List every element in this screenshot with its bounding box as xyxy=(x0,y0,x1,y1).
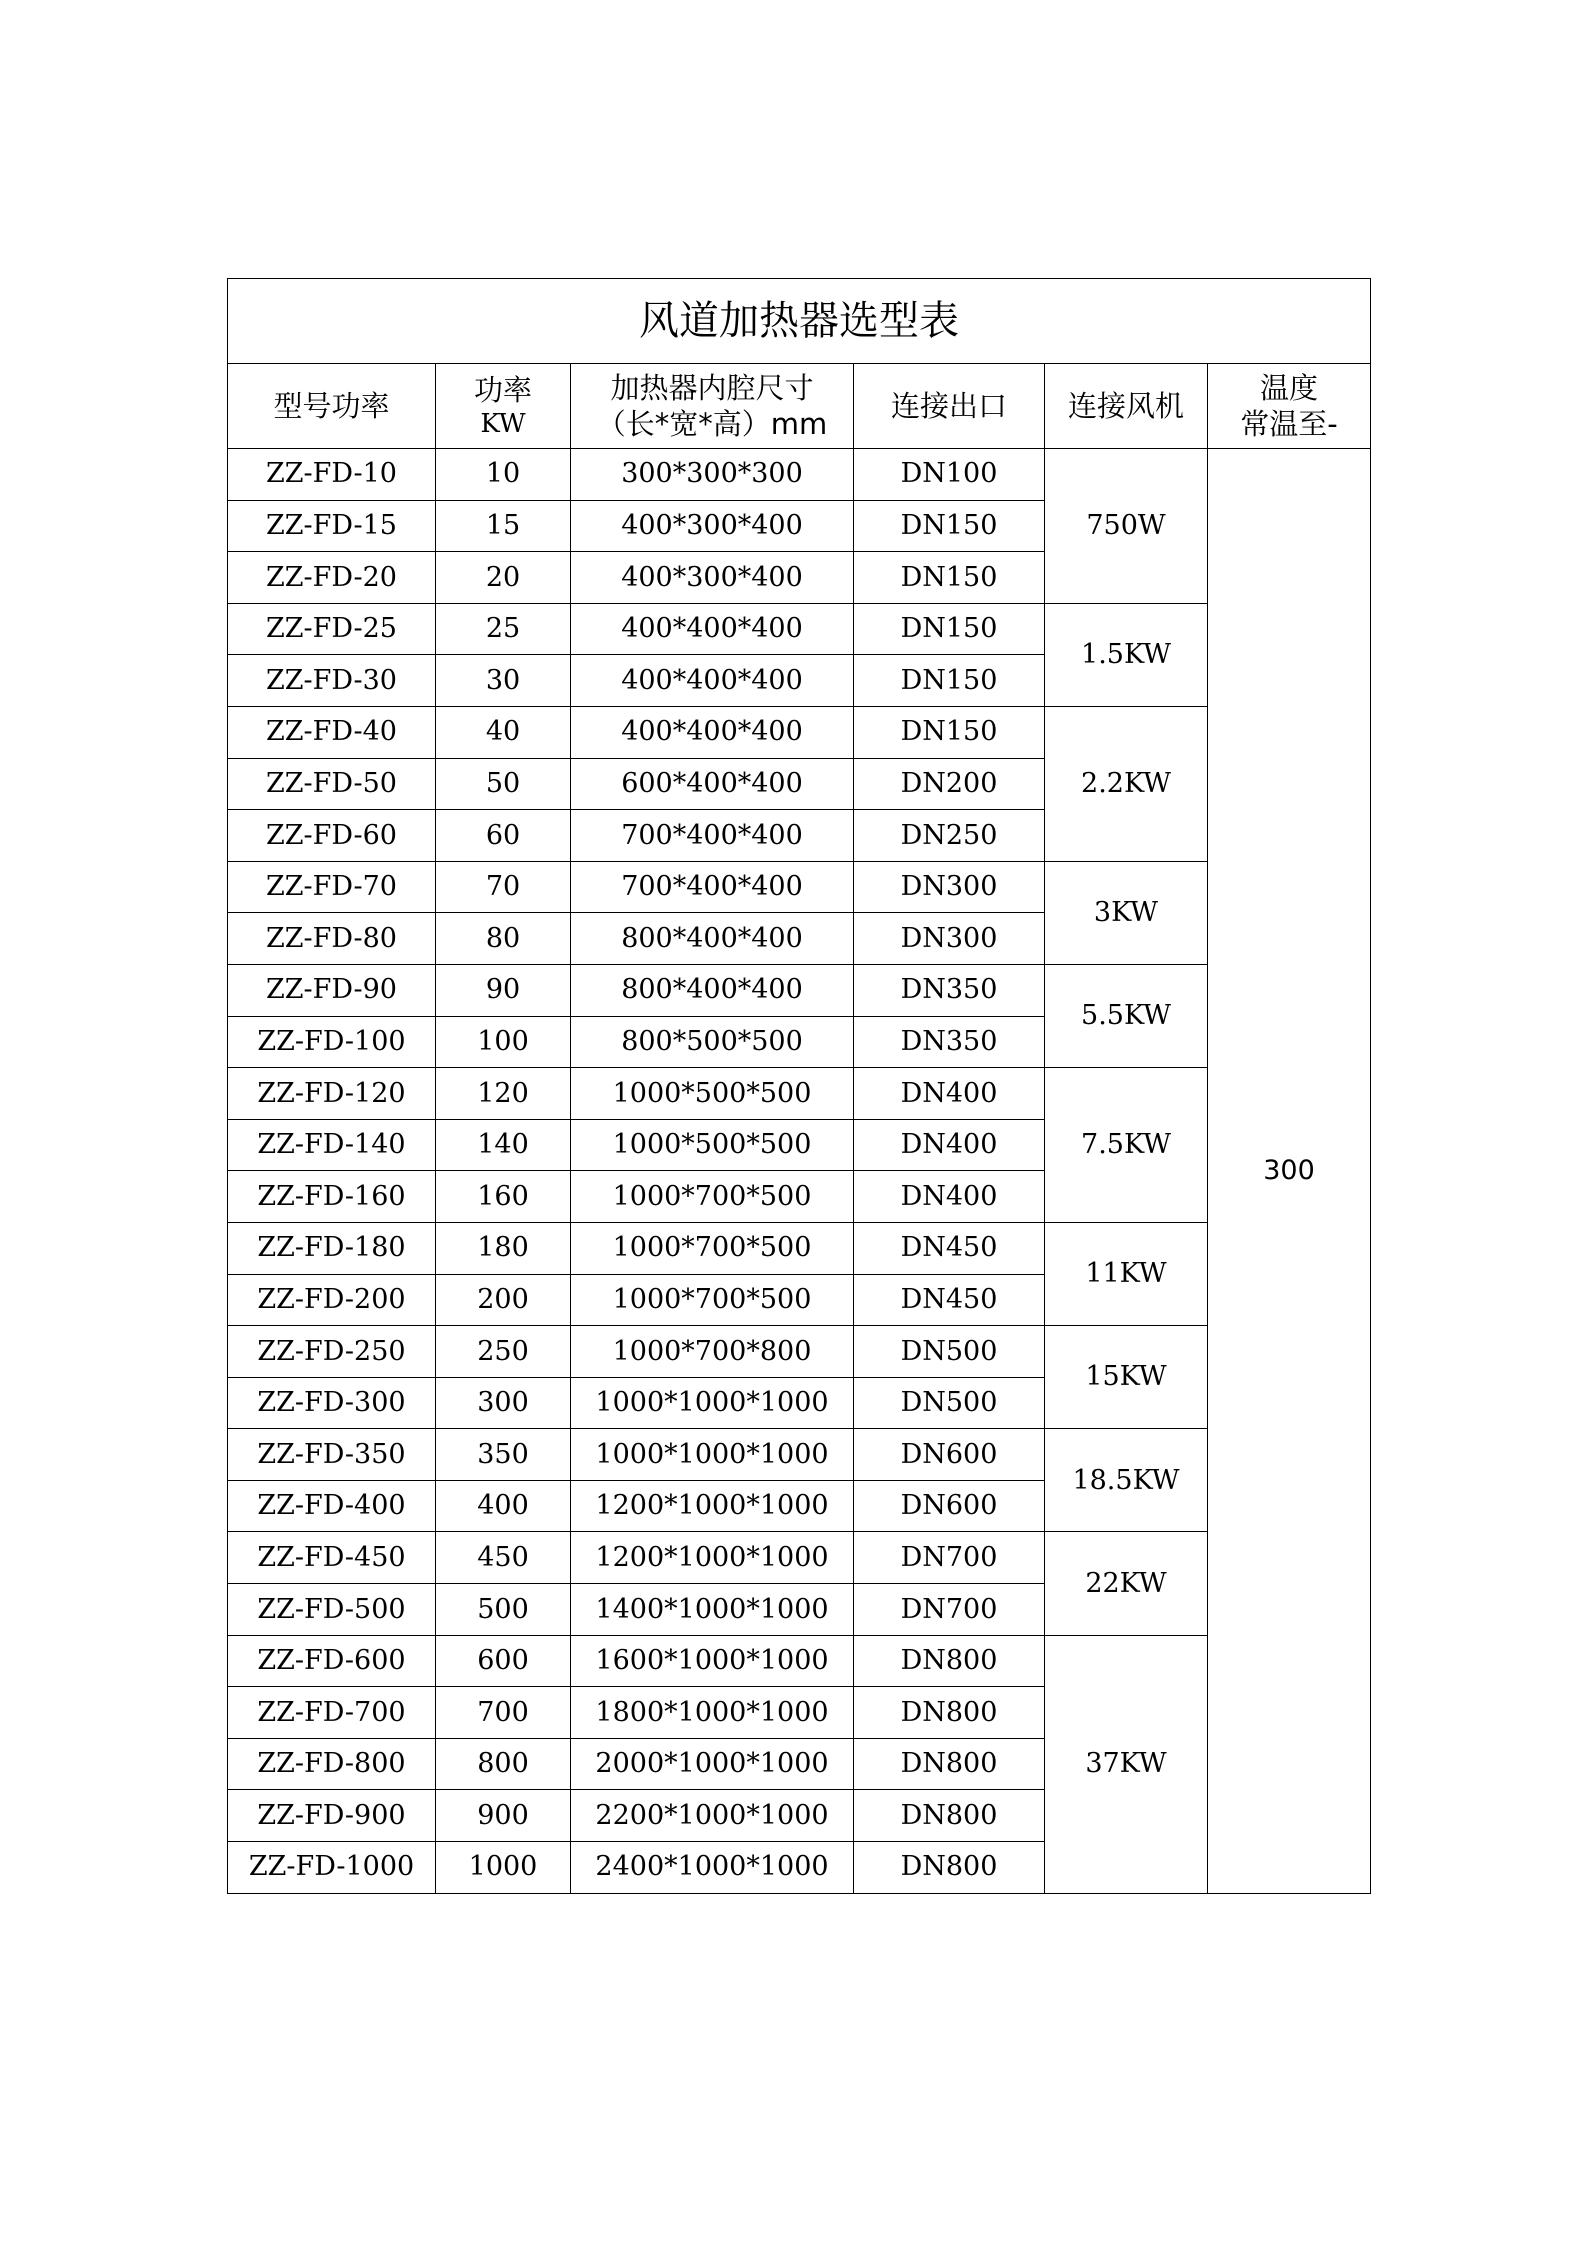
model-cell: ZZ-FD-120 xyxy=(228,1068,436,1120)
size-cell: 1200*1000*1000 xyxy=(571,1532,854,1584)
power-cell: 70 xyxy=(436,861,571,913)
outlet-cell: DN800 xyxy=(854,1842,1045,1894)
size-cell: 800*500*500 xyxy=(571,1016,854,1068)
model-cell: ZZ-FD-90 xyxy=(228,964,436,1016)
model-cell: ZZ-FD-30 xyxy=(228,655,436,707)
power-cell: 700 xyxy=(436,1687,571,1739)
model-cell: ZZ-FD-160 xyxy=(228,1171,436,1223)
model-cell: ZZ-FD-10 xyxy=(228,449,436,501)
fan-cell: 1.5KW xyxy=(1045,603,1208,706)
model-cell: ZZ-FD-80 xyxy=(228,913,436,965)
table-row xyxy=(228,1532,1371,1584)
size-cell: 1800*1000*1000 xyxy=(571,1687,854,1739)
model-cell: ZZ-FD-20 xyxy=(228,552,436,604)
power-cell: 450 xyxy=(436,1532,571,1584)
model-cell: ZZ-FD-100 xyxy=(228,1016,436,1068)
outlet-cell: DN150 xyxy=(854,500,1045,552)
outlet-cell: DN800 xyxy=(854,1635,1045,1687)
power-cell: 500 xyxy=(436,1584,571,1636)
table-title: 风道加热器选型表 xyxy=(228,279,1371,364)
power-cell: 25 xyxy=(436,603,571,655)
power-cell: 1000 xyxy=(436,1842,571,1894)
power-cell: 600 xyxy=(436,1635,571,1687)
size-cell: 1000*700*500 xyxy=(571,1171,854,1223)
model-cell: ZZ-FD-1000 xyxy=(228,1842,436,1894)
fan-cell: 2.2KW xyxy=(1045,706,1208,861)
power-cell: 10 xyxy=(436,449,571,501)
power-cell: 400 xyxy=(436,1480,571,1532)
model-cell: ZZ-FD-180 xyxy=(228,1222,436,1274)
fan-cell: 37KW xyxy=(1045,1635,1208,1893)
size-cell: 300*300*300 xyxy=(571,449,854,501)
size-cell: 1200*1000*1000 xyxy=(571,1480,854,1532)
size-cell: 700*400*400 xyxy=(571,810,854,862)
outlet-cell: DN400 xyxy=(854,1171,1045,1223)
table-row xyxy=(228,1068,1371,1120)
outlet-cell: DN350 xyxy=(854,964,1045,1016)
fan-cell: 3KW xyxy=(1045,861,1208,964)
power-cell: 300 xyxy=(436,1377,571,1429)
fan-cell: 5.5KW xyxy=(1045,964,1208,1067)
model-cell: ZZ-FD-140 xyxy=(228,1119,436,1171)
model-cell: ZZ-FD-900 xyxy=(228,1790,436,1842)
power-cell: 160 xyxy=(436,1171,571,1223)
power-cell: 40 xyxy=(436,706,571,758)
header-temperature: 温度 常温至- xyxy=(1208,364,1371,449)
outlet-cell: DN350 xyxy=(854,1016,1045,1068)
model-cell: ZZ-FD-200 xyxy=(228,1274,436,1326)
header-model: 型号功率 xyxy=(228,364,436,449)
outlet-cell: DN100 xyxy=(854,449,1045,501)
power-cell: 140 xyxy=(436,1119,571,1171)
size-cell: 400*400*400 xyxy=(571,706,854,758)
size-cell: 1000*500*500 xyxy=(571,1068,854,1120)
heater-selection-table xyxy=(227,278,1371,1894)
outlet-cell: DN300 xyxy=(854,913,1045,965)
outlet-cell: DN800 xyxy=(854,1790,1045,1842)
model-cell: ZZ-FD-70 xyxy=(228,861,436,913)
power-cell: 60 xyxy=(436,810,571,862)
size-cell: 1000*1000*1000 xyxy=(571,1429,854,1481)
fan-cell: 15KW xyxy=(1045,1326,1208,1429)
fan-cell: 11KW xyxy=(1045,1222,1208,1325)
model-cell: ZZ-FD-50 xyxy=(228,758,436,810)
size-cell: 400*300*400 xyxy=(571,552,854,604)
power-cell: 90 xyxy=(436,964,571,1016)
size-cell: 400*400*400 xyxy=(571,603,854,655)
power-cell: 15 xyxy=(436,500,571,552)
power-cell: 30 xyxy=(436,655,571,707)
outlet-cell: DN450 xyxy=(854,1222,1045,1274)
power-cell: 120 xyxy=(436,1068,571,1120)
outlet-cell: DN600 xyxy=(854,1429,1045,1481)
fan-cell: 18.5KW xyxy=(1045,1429,1208,1532)
size-cell: 1000*500*500 xyxy=(571,1119,854,1171)
outlet-cell: DN700 xyxy=(854,1584,1045,1636)
model-cell: ZZ-FD-15 xyxy=(228,500,436,552)
power-cell: 20 xyxy=(436,552,571,604)
outlet-cell: DN800 xyxy=(854,1687,1045,1739)
model-cell: ZZ-FD-60 xyxy=(228,810,436,862)
table-row xyxy=(228,1429,1371,1481)
outlet-cell: DN800 xyxy=(854,1738,1045,1790)
header-power: 功率 KW xyxy=(436,364,571,449)
power-cell: 100 xyxy=(436,1016,571,1068)
outlet-cell: DN150 xyxy=(854,655,1045,707)
outlet-cell: DN200 xyxy=(854,758,1045,810)
size-cell: 1600*1000*1000 xyxy=(571,1635,854,1687)
size-cell: 1400*1000*1000 xyxy=(571,1584,854,1636)
model-cell: ZZ-FD-25 xyxy=(228,603,436,655)
table-row xyxy=(228,603,1371,655)
outlet-cell: DN500 xyxy=(854,1326,1045,1378)
outlet-cell: DN150 xyxy=(854,552,1045,604)
size-cell: 400*400*400 xyxy=(571,655,854,707)
outlet-cell: DN400 xyxy=(854,1119,1045,1171)
size-cell: 2400*1000*1000 xyxy=(571,1842,854,1894)
temperature-cell: 300 xyxy=(1208,449,1371,1894)
power-cell: 180 xyxy=(436,1222,571,1274)
table-row xyxy=(228,964,1371,1016)
table-row xyxy=(228,1326,1371,1378)
model-cell: ZZ-FD-450 xyxy=(228,1532,436,1584)
model-cell: ZZ-FD-600 xyxy=(228,1635,436,1687)
power-cell: 350 xyxy=(436,1429,571,1481)
outlet-cell: DN150 xyxy=(854,706,1045,758)
size-cell: 1000*700*800 xyxy=(571,1326,854,1378)
outlet-cell: DN400 xyxy=(854,1068,1045,1120)
outlet-cell: DN150 xyxy=(854,603,1045,655)
outlet-cell: DN600 xyxy=(854,1480,1045,1532)
fan-cell: 22KW xyxy=(1045,1532,1208,1635)
outlet-cell: DN250 xyxy=(854,810,1045,862)
size-cell: 1000*700*500 xyxy=(571,1274,854,1326)
size-cell: 800*400*400 xyxy=(571,964,854,1016)
power-cell: 800 xyxy=(436,1738,571,1790)
header-outlet: 连接出口 xyxy=(854,364,1045,449)
size-cell: 2000*1000*1000 xyxy=(571,1738,854,1790)
model-cell: ZZ-FD-500 xyxy=(228,1584,436,1636)
power-cell: 900 xyxy=(436,1790,571,1842)
table-row xyxy=(228,706,1371,758)
size-cell: 700*400*400 xyxy=(571,861,854,913)
outlet-cell: DN700 xyxy=(854,1532,1045,1584)
header-fan: 连接风机 xyxy=(1045,364,1208,449)
outlet-cell: DN300 xyxy=(854,861,1045,913)
model-cell: ZZ-FD-40 xyxy=(228,706,436,758)
table-row xyxy=(228,449,1371,501)
model-cell: ZZ-FD-250 xyxy=(228,1326,436,1378)
size-cell: 400*300*400 xyxy=(571,500,854,552)
power-cell: 80 xyxy=(436,913,571,965)
outlet-cell: DN500 xyxy=(854,1377,1045,1429)
model-cell: ZZ-FD-800 xyxy=(228,1738,436,1790)
model-cell: ZZ-FD-400 xyxy=(228,1480,436,1532)
power-cell: 50 xyxy=(436,758,571,810)
table-row xyxy=(228,1635,1371,1687)
table-row xyxy=(228,861,1371,913)
model-cell: ZZ-FD-300 xyxy=(228,1377,436,1429)
fan-cell: 7.5KW xyxy=(1045,1068,1208,1223)
table-row xyxy=(228,1222,1371,1274)
model-cell: ZZ-FD-350 xyxy=(228,1429,436,1481)
fan-cell: 750W xyxy=(1045,449,1208,604)
power-cell: 250 xyxy=(436,1326,571,1378)
size-cell: 600*400*400 xyxy=(571,758,854,810)
size-cell: 2200*1000*1000 xyxy=(571,1790,854,1842)
outlet-cell: DN450 xyxy=(854,1274,1045,1326)
size-cell: 1000*1000*1000 xyxy=(571,1377,854,1429)
size-cell: 1000*700*500 xyxy=(571,1222,854,1274)
size-cell: 800*400*400 xyxy=(571,913,854,965)
power-cell: 200 xyxy=(436,1274,571,1326)
header-size: 加热器内腔尺寸 （长*宽*高）mm xyxy=(571,364,854,449)
model-cell: ZZ-FD-700 xyxy=(228,1687,436,1739)
